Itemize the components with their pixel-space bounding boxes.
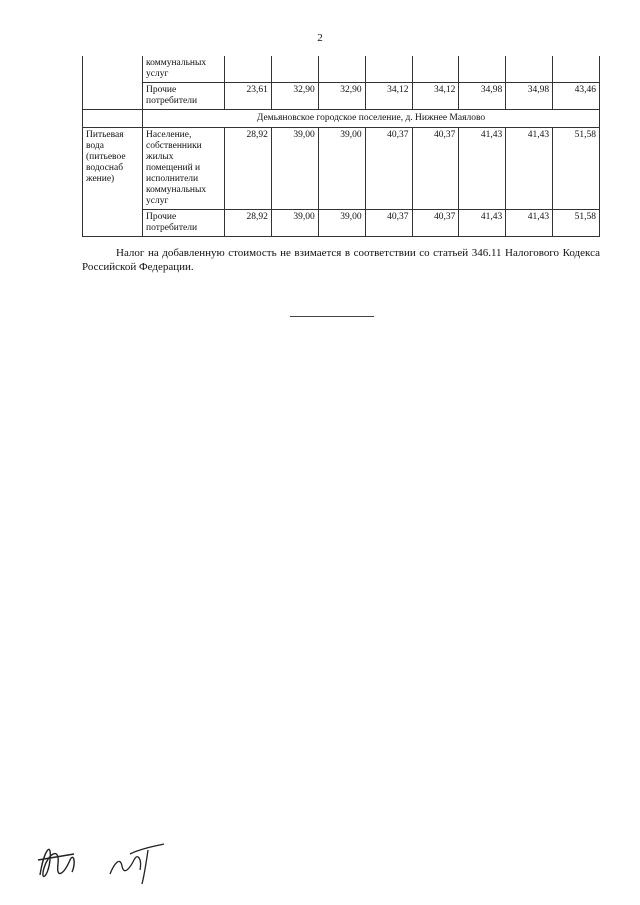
value-cell: 34,12 [365,83,412,110]
value-cell: 51,58 [553,210,600,237]
value-cell: 39,00 [271,128,318,210]
region-header: Демьяновское городское поселение, д. Нижнее Маялово [143,110,600,128]
table-row [83,110,600,128]
table-row [83,56,600,83]
consumer-cell: Прочие потребители [143,210,225,237]
value-cell: 41,43 [506,210,553,237]
value-cell: 41,43 [459,128,506,210]
value-cell: 28,92 [225,210,272,237]
category-cell [83,56,143,110]
table-row [83,210,600,237]
vat-note: Налог на добавленную стоимость не взимается в соответствии со статьей 346.11 Налогового Кодекса Российской Федерации. [82,247,600,273]
value-cell: 34,98 [506,83,553,110]
consumer-cell: коммунальных услуг [143,56,225,83]
value-cell [459,56,506,83]
value-cell: 32,90 [318,83,365,110]
end-rule [290,316,374,317]
value-cell [318,56,365,83]
value-cell [271,56,318,83]
page-number: 2 [317,32,323,44]
value-cell: 34,98 [459,83,506,110]
value-cell: 40,37 [412,210,459,237]
value-cell [225,56,272,83]
value-cell [553,56,600,83]
table-row [83,128,600,210]
value-cell: 40,37 [365,210,412,237]
category-cell: Питьевая вода (питьевое водоснаб жение) [83,128,143,237]
table-row [83,83,600,110]
value-cell: 41,43 [506,128,553,210]
signature-image [30,830,180,890]
tariff-table [82,56,600,237]
value-cell: 39,00 [318,210,365,237]
value-cell: 28,92 [225,128,272,210]
consumer-cell: Прочие потребители [143,83,225,110]
value-cell: 32,90 [271,83,318,110]
value-cell: 39,00 [271,210,318,237]
value-cell: 23,61 [225,83,272,110]
value-cell: 39,00 [318,128,365,210]
consumer-cell: Население, собственники жилых помещений и исполнители коммунальных услуг [143,128,225,210]
value-cell: 34,12 [412,83,459,110]
blank-cell [83,110,143,128]
value-cell: 40,37 [365,128,412,210]
value-cell [412,56,459,83]
value-cell: 40,37 [412,128,459,210]
value-cell [506,56,553,83]
value-cell [365,56,412,83]
value-cell: 41,43 [459,210,506,237]
value-cell: 43,46 [553,83,600,110]
value-cell: 51,58 [553,128,600,210]
